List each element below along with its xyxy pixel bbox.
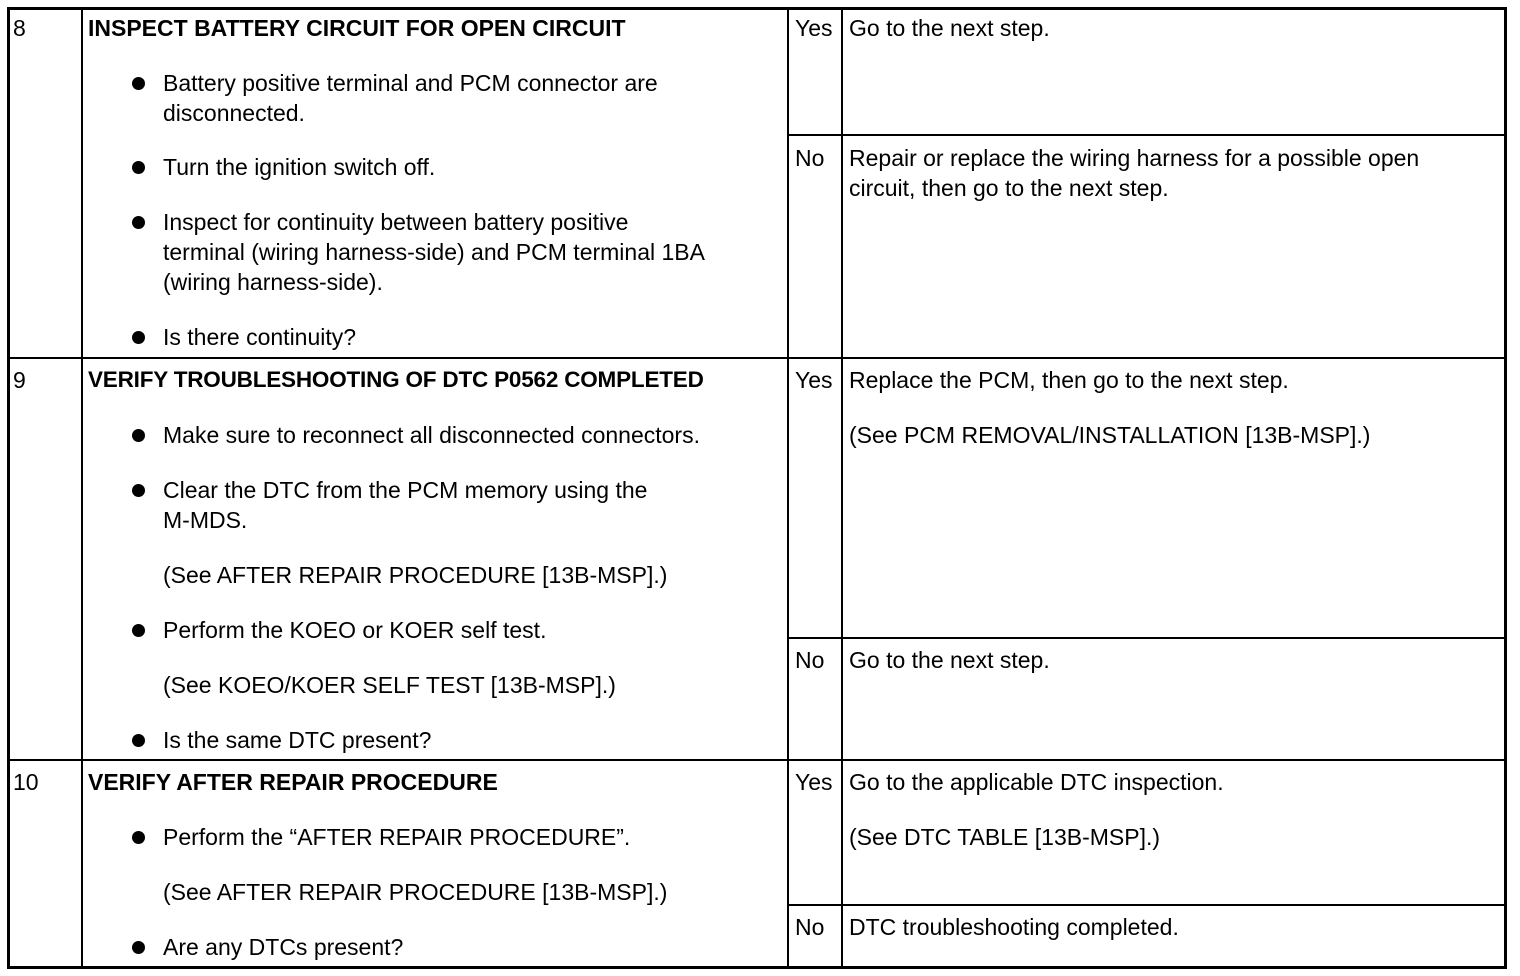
list-item: (wiring harness-side). — [163, 269, 383, 295]
list-item: Are any DTCs present? — [163, 934, 404, 960]
yes-label: Yes — [795, 769, 833, 795]
reference-note: (See AFTER REPAIR PROCEDURE [13B-MSP].) — [163, 562, 668, 588]
reference-note: (See AFTER REPAIR PROCEDURE [13B-MSP].) — [163, 879, 668, 905]
bullet-icon — [132, 429, 145, 442]
no-label: No — [795, 647, 825, 673]
no-label: No — [795, 914, 825, 940]
list-item: Perform the “AFTER REPAIR PROCEDURE”. — [163, 824, 631, 850]
yes-no-divider — [787, 904, 1506, 906]
list-item: Make sure to reconnect all disconnected connectors. — [163, 422, 700, 448]
no-action: Repair or replace the wiring harness for a possible open — [849, 145, 1420, 171]
reference-note: (See KOEO/KOER SELF TEST [13B-MSP].) — [163, 672, 616, 698]
column-divider — [81, 8, 83, 968]
bullet-icon — [132, 216, 145, 229]
list-item: M-MDS. — [163, 507, 248, 533]
no-action: circuit, then go to the next step. — [849, 175, 1169, 201]
step-number: 9 — [13, 367, 26, 393]
no-action: DTC troubleshooting completed. — [849, 914, 1179, 940]
no-label: No — [795, 145, 825, 171]
list-item: Inspect for continuity between battery positive — [163, 209, 629, 235]
step-number: 10 — [13, 769, 39, 795]
yes-action: Go to the applicable DTC inspection. — [849, 769, 1224, 795]
bullet-icon — [132, 624, 145, 637]
column-divider — [841, 8, 843, 968]
bullet-icon — [132, 941, 145, 954]
yes-label: Yes — [795, 367, 833, 393]
bullet-icon — [132, 484, 145, 497]
step-title: INSPECT BATTERY CIRCUIT FOR OPEN CIRCUIT — [88, 15, 626, 41]
step-number: 8 — [13, 15, 26, 41]
bullet-icon — [132, 831, 145, 844]
bullet-icon — [132, 77, 145, 90]
yes-action: Go to the next step. — [849, 15, 1050, 41]
bullet-icon — [132, 331, 145, 344]
list-item: Is the same DTC present? — [163, 727, 432, 753]
no-action: Go to the next step. — [849, 647, 1050, 673]
list-item: Is there continuity? — [163, 324, 357, 350]
yes-action: (See DTC TABLE [13B-MSP].) — [849, 824, 1161, 850]
list-item: Battery positive terminal and PCM connector are — [163, 70, 658, 96]
step-title: VERIFY TROUBLESHOOTING OF DTC P0562 COMPLETED — [88, 367, 704, 392]
yes-no-divider — [787, 637, 1506, 639]
yes-no-divider — [787, 134, 1506, 136]
row-divider — [8, 357, 1506, 359]
bullet-icon — [132, 734, 145, 747]
list-item: Clear the DTC from the PCM memory using the — [163, 477, 648, 503]
list-item: Perform the KOEO or KOER self test. — [163, 617, 547, 643]
yes-action: Replace the PCM, then go to the next step. — [849, 367, 1289, 393]
row-divider — [8, 759, 1506, 761]
list-item: Turn the ignition switch off. — [163, 154, 436, 180]
bullet-icon — [132, 161, 145, 174]
step-title: VERIFY AFTER REPAIR PROCEDURE — [88, 769, 498, 795]
yes-action: (See PCM REMOVAL/INSTALLATION [13B-MSP].) — [849, 422, 1371, 448]
list-item: disconnected. — [163, 100, 305, 126]
column-divider — [787, 8, 789, 968]
yes-label: Yes — [795, 15, 833, 41]
list-item: terminal (wiring harness-side) and PCM terminal 1BA — [163, 239, 705, 265]
